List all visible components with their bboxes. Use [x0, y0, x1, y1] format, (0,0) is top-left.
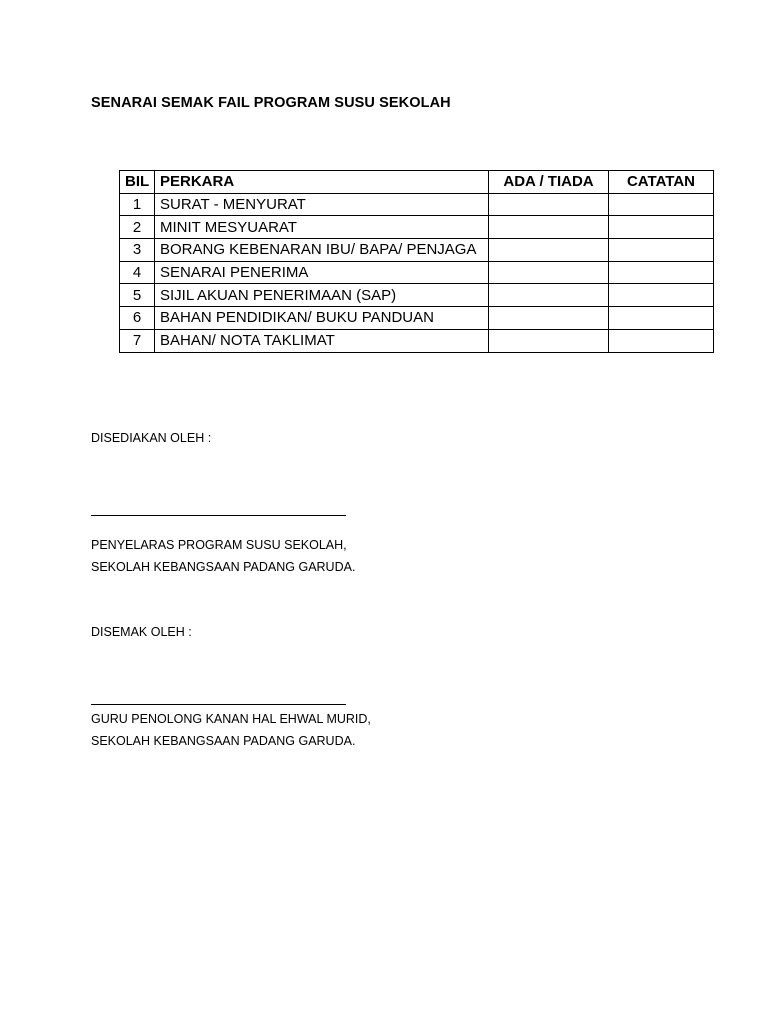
cell-perkara: SENARAI PENERIMA	[155, 261, 489, 284]
cell-perkara: BORANG KEBENARAN IBU/ BAPA/ PENJAGA	[155, 239, 489, 262]
cell-perkara: SIJIL AKUAN PENERIMAAN (SAP)	[155, 284, 489, 307]
cell-bil: 2	[120, 216, 155, 239]
cell-ada-tiada[interactable]	[489, 261, 609, 284]
prepared-position-line2: SEKOLAH KEBANGSAAN PADANG GARUDA.	[91, 560, 356, 574]
cell-perkara: BAHAN/ NOTA TAKLIMAT	[155, 329, 489, 352]
cell-catatan[interactable]	[609, 216, 714, 239]
cell-catatan[interactable]	[609, 284, 714, 307]
table-row	[120, 216, 714, 239]
cell-ada-tiada[interactable]	[489, 239, 609, 262]
table-row	[120, 307, 714, 330]
cell-catatan[interactable]	[609, 307, 714, 330]
checked-position-line1: GURU PENOLONG KANAN HAL EHWAL MURID,	[91, 712, 371, 726]
table-row	[120, 261, 714, 284]
cell-bil: 4	[120, 261, 155, 284]
checked-signature-line	[91, 704, 346, 705]
cell-ada-tiada[interactable]	[489, 307, 609, 330]
cell-perkara: SURAT - MENYURAT	[155, 193, 489, 216]
header-catatan: CATATAN	[609, 171, 714, 194]
header-perkara: PERKARA	[155, 171, 489, 194]
checklist-table	[119, 170, 714, 353]
cell-bil: 1	[120, 193, 155, 216]
cell-catatan[interactable]	[609, 193, 714, 216]
table-row	[120, 284, 714, 307]
table-header-row	[120, 171, 714, 194]
document-title: SENARAI SEMAK FAIL PROGRAM SUSU SEKOLAH	[91, 95, 451, 111]
cell-catatan[interactable]	[609, 239, 714, 262]
cell-ada-tiada[interactable]	[489, 284, 609, 307]
cell-perkara: BAHAN PENDIDIKAN/ BUKU PANDUAN	[155, 307, 489, 330]
cell-ada-tiada[interactable]	[489, 216, 609, 239]
table-row	[120, 239, 714, 262]
prepared-position-line1: PENYELARAS PROGRAM SUSU SEKOLAH,	[91, 538, 347, 552]
checked-by-label: DISEMAK OLEH :	[91, 625, 192, 639]
prepared-signature-line	[91, 515, 346, 516]
checked-position-line2: SEKOLAH KEBANGSAAN PADANG GARUDA.	[91, 734, 356, 748]
cell-catatan[interactable]	[609, 261, 714, 284]
cell-perkara: MINIT MESYUARAT	[155, 216, 489, 239]
cell-catatan[interactable]	[609, 329, 714, 352]
cell-bil: 7	[120, 329, 155, 352]
cell-ada-tiada[interactable]	[489, 329, 609, 352]
cell-bil: 6	[120, 307, 155, 330]
header-ada-tiada: ADA / TIADA	[489, 171, 609, 194]
prepared-by-label: DISEDIAKAN OLEH :	[91, 431, 212, 445]
table-row	[120, 329, 714, 352]
cell-bil: 5	[120, 284, 155, 307]
table-row	[120, 193, 714, 216]
header-bil: BIL	[120, 171, 155, 194]
cell-bil: 3	[120, 239, 155, 262]
cell-ada-tiada[interactable]	[489, 193, 609, 216]
